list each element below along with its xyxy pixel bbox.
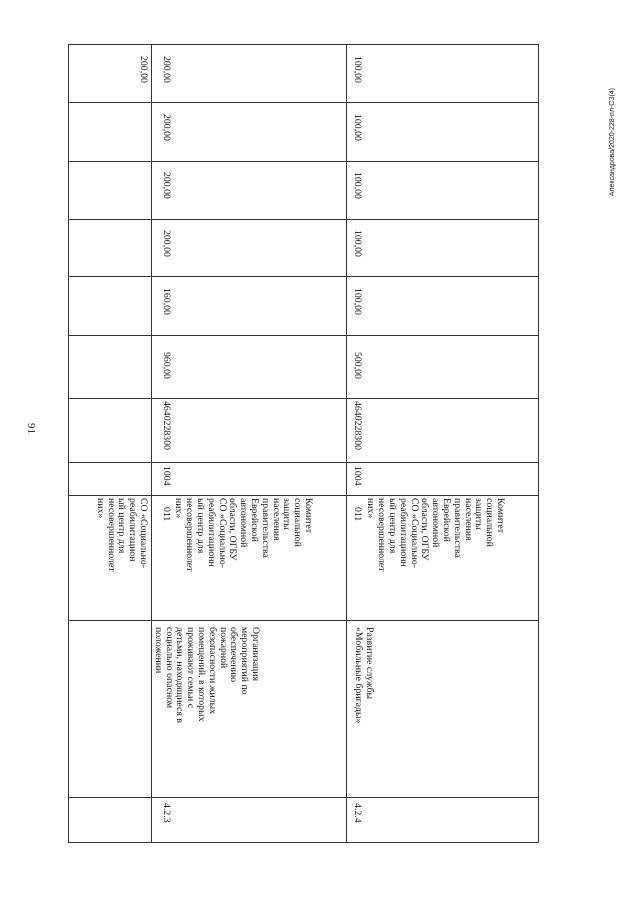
executor-line: области, ОГБУ: [419, 498, 431, 561]
executor-line: реабилитационн: [397, 498, 409, 567]
executor-line: них»: [365, 498, 377, 519]
row-2-executor: [365, 498, 505, 572]
executor-line: социальной: [484, 498, 496, 547]
executor-line: Еврейской: [441, 498, 453, 542]
executor-line: реабилитацион: [127, 498, 139, 562]
row-1-year-2022: 200,00: [161, 172, 172, 199]
row-2-activity: [352, 627, 374, 723]
row-1-activity: [152, 627, 260, 723]
executor-line: несовершеннолет: [376, 498, 388, 572]
row-2-year-2022: 100,00: [352, 172, 363, 199]
row-2-code-section: 1004: [352, 466, 363, 486]
activity-line: проживают семьи с: [185, 627, 197, 709]
row-1-year-2020: 160,00: [161, 288, 172, 315]
document-stamp: Александрова/2020-228-пл-СЗ(4): [609, 88, 616, 197]
row-1-total: 960,00: [161, 352, 172, 379]
executor-line: населения: [462, 498, 474, 541]
row-2-year-2021: 100,00: [352, 230, 363, 257]
executor-line: СО «Социально-: [408, 498, 420, 569]
row-1-executor: [173, 498, 313, 572]
executor-line: Еврейской: [249, 498, 261, 542]
executor-line: правительства: [259, 498, 271, 558]
executor-line: автономной: [430, 498, 442, 548]
row-2-year-2023: 100,00: [352, 114, 363, 141]
row-2-code-target: 4640228300: [352, 401, 363, 450]
activity-line: положении: [152, 627, 164, 674]
activity-line: помещений, в которых: [196, 627, 208, 722]
activity-line: «Мобильные бригады»: [353, 627, 365, 724]
activity-line: социально опасном: [163, 627, 175, 709]
row-0-executor: [94, 498, 148, 572]
executor-line: Комитет: [303, 498, 314, 534]
page-number: 91: [25, 423, 37, 434]
row-1-year-2021: 200,00: [161, 230, 172, 257]
executor-line: СО «Социально-: [138, 498, 149, 569]
row-1-number: 4.2.3: [161, 803, 172, 823]
executor-line: ый центр для: [387, 498, 399, 554]
row-2-number: 4.2.4: [352, 803, 363, 823]
executor-line: защиты: [281, 498, 293, 530]
row-0-year-2024: 200,00: [138, 56, 149, 83]
row-2-year-2020: 100,00: [352, 288, 363, 315]
executor-line: Комитет: [495, 498, 506, 534]
activity-line: Развитие службы: [364, 627, 375, 700]
executor-line: них»: [173, 498, 185, 519]
activity-line: безопасности жилых: [206, 627, 218, 715]
activity-line: мероприятий по: [239, 627, 251, 695]
executor-line: несовершеннолет: [105, 498, 117, 572]
executor-line: области, ОГБУ: [227, 498, 239, 561]
row-1-year-2024: 200,00: [161, 56, 172, 83]
executor-line: социальной: [292, 498, 304, 547]
activity-line: детьми, находящиеся в: [174, 627, 186, 723]
row-2-total: 500,00: [352, 352, 363, 379]
row-1-code-section: 1004: [161, 466, 172, 486]
executor-line: защиты: [473, 498, 485, 530]
row-1-code-target: 4640228300: [161, 401, 172, 450]
executor-line: ый центр для: [195, 498, 207, 554]
row-2-code-grbs: 011: [352, 507, 363, 522]
executor-line: правительства: [451, 498, 463, 558]
executor-line: населения: [270, 498, 282, 541]
executor-line: несовершеннолет: [184, 498, 196, 572]
executor-line: них»: [94, 498, 106, 519]
row-1-year-2023: 200,00: [161, 114, 172, 141]
row-1-code-grbs: 011: [161, 507, 172, 522]
activity-line: обеспечению: [228, 627, 240, 683]
executor-line: автономной: [238, 498, 250, 548]
executor-line: СО «Социально-: [216, 498, 228, 569]
executor-line: ый центр для: [116, 498, 128, 554]
activity-line: пожарной: [217, 627, 229, 669]
activity-line: Организация: [250, 627, 261, 682]
executor-line: реабилитационн: [205, 498, 217, 567]
row-2-year-2024: 100,00: [352, 56, 363, 83]
